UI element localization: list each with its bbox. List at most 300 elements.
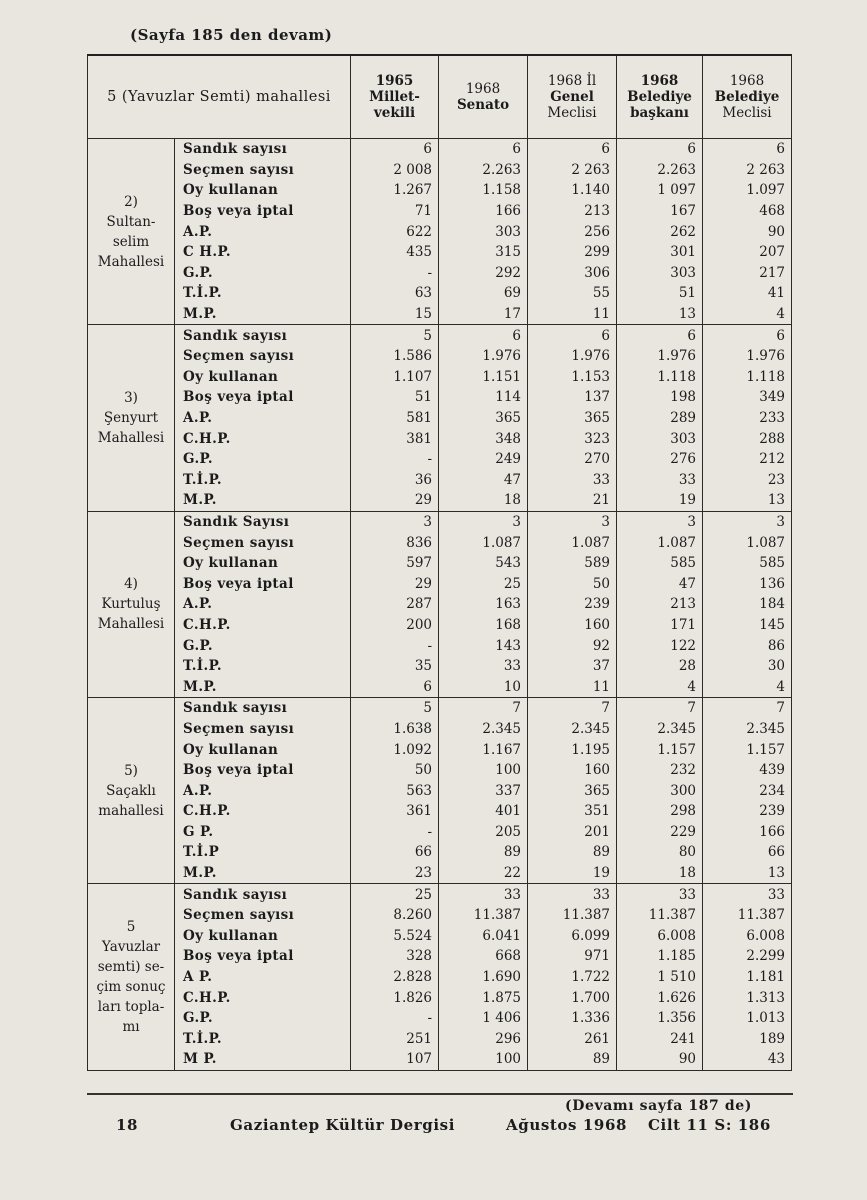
vote-count-cell: 1.087	[528, 532, 617, 553]
vote-count-cell: 6	[351, 676, 439, 697]
vote-count-cell: 114	[439, 387, 528, 408]
vote-count-cell: 435	[351, 242, 439, 263]
table-row	[88, 926, 792, 947]
vote-count-cell: 33	[439, 656, 528, 677]
table-row	[88, 408, 792, 429]
vote-count-cell: 50	[351, 760, 439, 781]
table-row	[88, 698, 792, 719]
table-row	[88, 242, 792, 263]
district-name-line: mahallesi	[98, 802, 164, 819]
vote-count-cell: 51	[617, 283, 703, 304]
journal-title: Gaziantep Kültür Dergisi	[230, 1116, 456, 1134]
row-label: C.H.P.	[175, 987, 351, 1008]
vote-count-cell: 6.008	[703, 926, 792, 947]
vote-count-cell: 668	[439, 946, 528, 967]
table-row	[88, 511, 792, 532]
table-row	[88, 139, 792, 160]
vote-count-cell: 365	[528, 408, 617, 429]
vote-count-cell: 6	[528, 139, 617, 160]
vote-count-cell: 1.185	[617, 946, 703, 967]
column-header-1968-belediye-baskani	[617, 55, 703, 139]
page-continuation-header: (Sayfa 185 den devam)	[130, 26, 333, 44]
vote-count-cell: 71	[351, 201, 439, 222]
district-name-line: çim sonuç	[96, 979, 166, 996]
row-label: Oy kullanan	[175, 367, 351, 388]
vote-count-cell: 1.586	[351, 346, 439, 367]
vote-count-cell: 1.140	[528, 180, 617, 201]
header-line: 1968	[465, 81, 501, 97]
row-label: G P.	[175, 822, 351, 843]
page-number: 18	[116, 1116, 139, 1134]
vote-count-cell: 2 263	[528, 160, 617, 181]
vote-count-cell: 1.976	[439, 346, 528, 367]
vote-count-cell: 5	[351, 325, 439, 346]
vote-count-cell: 2.828	[351, 967, 439, 988]
row-label: C.H.P.	[175, 801, 351, 822]
district-name-line: Kurtuluş	[101, 596, 161, 613]
vote-count-cell: 7	[528, 698, 617, 719]
vote-count-cell: 1.267	[351, 180, 439, 201]
vote-count-cell: 1.722	[528, 967, 617, 988]
row-label: G.P.	[175, 1008, 351, 1029]
vote-count-cell: 37	[528, 656, 617, 677]
vote-count-cell: 287	[351, 594, 439, 615]
vote-count-cell: 51	[351, 387, 439, 408]
row-label: G.P.	[175, 263, 351, 284]
vote-count-cell: 92	[528, 635, 617, 656]
district-name-cell	[88, 139, 175, 325]
vote-count-cell: 160	[528, 615, 617, 636]
table-row	[88, 1029, 792, 1050]
vote-count-cell: 25	[439, 573, 528, 594]
vote-count-cell: 1.118	[703, 367, 792, 388]
vote-count-cell: 213	[528, 201, 617, 222]
vote-count-cell: 89	[528, 1049, 617, 1070]
vote-count-cell: 239	[528, 594, 617, 615]
vote-count-cell: 1.875	[439, 987, 528, 1008]
vote-count-cell: 261	[528, 1029, 617, 1050]
vote-count-cell: 13	[703, 863, 792, 884]
vote-count-cell: 33	[528, 884, 617, 905]
vote-count-cell: 213	[617, 594, 703, 615]
vote-count-cell: 41	[703, 283, 792, 304]
column-header-1968-belediye-meclisi	[703, 55, 792, 139]
vote-count-cell: 361	[351, 801, 439, 822]
table-row	[88, 987, 792, 1008]
vote-count-cell: 11.387	[439, 905, 528, 926]
vote-count-cell: 351	[528, 801, 617, 822]
header-line: 1968 İl	[547, 73, 597, 89]
vote-count-cell: 585	[703, 553, 792, 574]
vote-count-cell: 29	[351, 490, 439, 511]
vote-count-cell: 2.263	[439, 160, 528, 181]
vote-count-cell: 11	[528, 304, 617, 325]
row-label: Seçmen sayısı	[175, 160, 351, 181]
table-row	[88, 346, 792, 367]
district-name-line: 5)	[124, 762, 138, 779]
vote-count-cell: 5.524	[351, 926, 439, 947]
vote-count-cell: 381	[351, 428, 439, 449]
vote-count-cell: 3	[703, 511, 792, 532]
vote-count-cell: 303	[439, 221, 528, 242]
table-row	[88, 842, 792, 863]
vote-count-cell: 306	[528, 263, 617, 284]
vote-count-cell: 288	[703, 428, 792, 449]
vote-count-cell: 6	[617, 325, 703, 346]
vote-count-cell: 163	[439, 594, 528, 615]
vote-count-cell: 107	[351, 1049, 439, 1070]
vote-count-cell: 1.087	[703, 532, 792, 553]
table-row	[88, 656, 792, 677]
row-label: C.H.P.	[175, 615, 351, 636]
vote-count-cell: 33	[528, 470, 617, 491]
vote-count-cell: 18	[617, 863, 703, 884]
row-label: A.P.	[175, 408, 351, 429]
table-row	[88, 822, 792, 843]
vote-count-cell: 6	[439, 139, 528, 160]
vote-count-cell: 80	[617, 842, 703, 863]
vote-count-cell: 1.013	[703, 1008, 792, 1029]
row-label: T.İ.P.	[175, 656, 351, 677]
vote-count-cell: 597	[351, 553, 439, 574]
vote-count-cell: 1.690	[439, 967, 528, 988]
vote-count-cell: 33	[703, 884, 792, 905]
vote-count-cell: 1.313	[703, 987, 792, 1008]
vote-count-cell: 6	[351, 139, 439, 160]
vote-count-cell: 296	[439, 1029, 528, 1050]
vote-count-cell: 1.157	[703, 739, 792, 760]
row-label: M.P.	[175, 863, 351, 884]
continuation-note: (Devamı sayfa 187 de)	[565, 1098, 752, 1114]
row-label: M.P.	[175, 490, 351, 511]
row-label: A P.	[175, 967, 351, 988]
row-label: G.P.	[175, 635, 351, 656]
district-name-line: Mahallesi	[97, 253, 165, 270]
vote-count-cell: 136	[703, 573, 792, 594]
row-label: A.P.	[175, 780, 351, 801]
vote-count-cell: 289	[617, 408, 703, 429]
table-row	[88, 470, 792, 491]
row-label: M P.	[175, 1049, 351, 1070]
table-row	[88, 863, 792, 884]
table-row	[88, 884, 792, 905]
vote-count-cell: 1.158	[439, 180, 528, 201]
column-header-1968-il-genel-meclisi	[528, 55, 617, 139]
table-row	[88, 967, 792, 988]
row-label: Seçmen sayısı	[175, 719, 351, 740]
header-line: Meclisi	[722, 105, 772, 121]
row-label: Sandık sayısı	[175, 698, 351, 719]
row-label: T.İ.P.	[175, 1029, 351, 1050]
table-row	[88, 801, 792, 822]
district-name-line: Mahallesi	[97, 430, 165, 447]
vote-count-cell: 1.107	[351, 367, 439, 388]
vote-count-cell: 2 008	[351, 160, 439, 181]
vote-count-cell: 11.387	[528, 905, 617, 926]
row-label: C.H.P.	[175, 428, 351, 449]
vote-count-cell: 28	[617, 656, 703, 677]
vote-count-cell: 337	[439, 780, 528, 801]
table-row	[88, 304, 792, 325]
vote-count-cell: 836	[351, 532, 439, 553]
row-label: Oy kullanan	[175, 180, 351, 201]
vote-count-cell: 166	[439, 201, 528, 222]
vote-count-cell: 1.157	[617, 739, 703, 760]
vote-count-cell: 66	[351, 842, 439, 863]
table-row	[88, 449, 792, 470]
vote-count-cell: 207	[703, 242, 792, 263]
vote-count-cell: 90	[703, 221, 792, 242]
district-name-line: mı	[122, 1019, 140, 1036]
vote-count-cell: -	[351, 1008, 439, 1029]
vote-count-cell: 7	[439, 698, 528, 719]
row-label: Seçmen sayısı	[175, 905, 351, 926]
table-row	[88, 760, 792, 781]
vote-count-cell: 1.826	[351, 987, 439, 1008]
vote-count-cell: 1.976	[528, 346, 617, 367]
vote-count-cell: 6.008	[617, 926, 703, 947]
row-label: Sandık sayısı	[175, 325, 351, 346]
vote-count-cell: 22	[439, 863, 528, 884]
vote-count-cell: -	[351, 635, 439, 656]
vote-count-cell: 2.299	[703, 946, 792, 967]
vote-count-cell: 1.092	[351, 739, 439, 760]
vote-count-cell: 251	[351, 1029, 439, 1050]
vote-count-cell: -	[351, 263, 439, 284]
vote-count-cell: 160	[528, 760, 617, 781]
vote-count-cell: 10	[439, 676, 528, 697]
vote-count-cell: 315	[439, 242, 528, 263]
vote-count-cell: 323	[528, 428, 617, 449]
vote-count-cell: 233	[703, 408, 792, 429]
district-name-cell	[88, 511, 175, 697]
vote-count-cell: 17	[439, 304, 528, 325]
vote-count-cell: 100	[439, 760, 528, 781]
vote-count-cell: 1.700	[528, 987, 617, 1008]
vote-count-cell: 184	[703, 594, 792, 615]
vote-count-cell: 13	[703, 490, 792, 511]
vote-count-cell: 7	[703, 698, 792, 719]
vote-count-cell: 2 263	[703, 160, 792, 181]
table-row	[88, 594, 792, 615]
results-body	[88, 139, 792, 1071]
vote-count-cell: 328	[351, 946, 439, 967]
vote-count-cell: 200	[351, 615, 439, 636]
table-row	[88, 1008, 792, 1029]
vote-count-cell: 90	[617, 1049, 703, 1070]
vote-count-cell: 201	[528, 822, 617, 843]
vote-count-cell: 2.345	[617, 719, 703, 740]
vote-count-cell: 1.151	[439, 367, 528, 388]
header-line: Senato	[456, 97, 510, 113]
vote-count-cell: 7	[617, 698, 703, 719]
vote-count-cell: 1 406	[439, 1008, 528, 1029]
vote-count-cell: 35	[351, 656, 439, 677]
vote-count-cell: 563	[351, 780, 439, 801]
vote-count-cell: 4	[703, 676, 792, 697]
vote-count-cell: 122	[617, 635, 703, 656]
column-header-1965-milletvekili	[351, 55, 439, 139]
table-row	[88, 946, 792, 967]
district-name-line: Yavuzlar	[101, 939, 161, 956]
vote-count-cell: -	[351, 449, 439, 470]
vote-count-cell: 168	[439, 615, 528, 636]
vote-count-cell: 229	[617, 822, 703, 843]
vote-count-cell: 18	[439, 490, 528, 511]
vote-count-cell: 50	[528, 573, 617, 594]
district-column-header	[88, 55, 351, 139]
vote-count-cell: 69	[439, 283, 528, 304]
table-row	[88, 676, 792, 697]
district-name-line: 4)	[124, 576, 138, 593]
table-row	[88, 160, 792, 181]
vote-count-cell: 66	[703, 842, 792, 863]
volume-issue: Cilt 11 S: 186	[648, 1116, 771, 1134]
vote-count-cell: 1.097	[703, 180, 792, 201]
vote-count-cell: 33	[617, 884, 703, 905]
row-label: Boş veya iptal	[175, 387, 351, 408]
table-row	[88, 387, 792, 408]
header-line: Belediye	[627, 89, 692, 105]
row-label: Oy kullanan	[175, 553, 351, 574]
vote-count-cell: 43	[703, 1049, 792, 1070]
row-label: Boş veya iptal	[175, 946, 351, 967]
vote-count-cell: 1.153	[528, 367, 617, 388]
table-header-row	[88, 55, 792, 139]
header-line: 1968	[729, 73, 765, 89]
header-line: Millet-	[369, 89, 420, 105]
table-row	[88, 719, 792, 740]
district-name-line: Sultan-	[106, 213, 156, 230]
vote-count-cell: 1.087	[617, 532, 703, 553]
header-line: başkanı	[630, 105, 689, 121]
vote-count-cell: 19	[617, 490, 703, 511]
vote-count-cell: 300	[617, 780, 703, 801]
table-row	[88, 263, 792, 284]
vote-count-cell: 6	[528, 325, 617, 346]
vote-count-cell: 1.195	[528, 739, 617, 760]
district-name-line: semti) se-	[97, 959, 165, 976]
table-row	[88, 180, 792, 201]
vote-count-cell: 55	[528, 283, 617, 304]
vote-count-cell: 1 097	[617, 180, 703, 201]
vote-count-cell: 33	[439, 884, 528, 905]
vote-count-cell: 15	[351, 304, 439, 325]
vote-count-cell: 171	[617, 615, 703, 636]
vote-count-cell: 348	[439, 428, 528, 449]
vote-count-cell: 4	[617, 676, 703, 697]
row-label: Oy kullanan	[175, 739, 351, 760]
vote-count-cell: 4	[703, 304, 792, 325]
issue-date: Ağustos 1968	[506, 1116, 628, 1134]
vote-count-cell: 298	[617, 801, 703, 822]
row-label: Sandık sayısı	[175, 884, 351, 905]
vote-count-cell: 303	[617, 263, 703, 284]
vote-count-cell: 189	[703, 1029, 792, 1050]
vote-count-cell: 23	[703, 470, 792, 491]
vote-count-cell: 6	[703, 139, 792, 160]
row-label: G.P.	[175, 449, 351, 470]
table-row	[88, 553, 792, 574]
vote-count-cell: 6	[617, 139, 703, 160]
district-name-line: selim	[112, 233, 150, 250]
vote-count-cell: 13	[617, 304, 703, 325]
table-row	[88, 615, 792, 636]
vote-count-cell: 11	[528, 676, 617, 697]
table-row	[88, 325, 792, 346]
vote-count-cell: 23	[351, 863, 439, 884]
row-label: Sandık Sayısı	[175, 511, 351, 532]
table-row	[88, 428, 792, 449]
table-row	[88, 905, 792, 926]
vote-count-cell: 241	[617, 1029, 703, 1050]
table-row	[88, 573, 792, 594]
vote-count-cell: 401	[439, 801, 528, 822]
row-label: M.P.	[175, 676, 351, 697]
vote-count-cell: 29	[351, 573, 439, 594]
table-row	[88, 780, 792, 801]
vote-count-cell: 19	[528, 863, 617, 884]
vote-count-cell: 622	[351, 221, 439, 242]
vote-count-cell: 1.356	[617, 1008, 703, 1029]
vote-count-cell: 3	[351, 511, 439, 532]
row-label: A.P.	[175, 221, 351, 242]
bottom-rule	[87, 1093, 793, 1095]
row-label: C H.P.	[175, 242, 351, 263]
vote-count-cell: 2.345	[528, 719, 617, 740]
district-name-line: Mahallesi	[97, 616, 165, 633]
vote-count-cell: 143	[439, 635, 528, 656]
row-label: M.P.	[175, 304, 351, 325]
vote-count-cell: 145	[703, 615, 792, 636]
vote-count-cell: 270	[528, 449, 617, 470]
vote-count-cell: 1.336	[528, 1008, 617, 1029]
vote-count-cell: 217	[703, 263, 792, 284]
vote-count-cell: 89	[439, 842, 528, 863]
vote-count-cell: 971	[528, 946, 617, 967]
vote-count-cell: 6	[439, 325, 528, 346]
vote-count-cell: 47	[617, 573, 703, 594]
vote-count-cell: -	[351, 822, 439, 843]
row-label: T.İ.P.	[175, 283, 351, 304]
vote-count-cell: 256	[528, 221, 617, 242]
vote-count-cell: 234	[703, 780, 792, 801]
vote-count-cell: 86	[703, 635, 792, 656]
table-row	[88, 367, 792, 388]
vote-count-cell: 299	[528, 242, 617, 263]
vote-count-cell: 3	[617, 511, 703, 532]
vote-count-cell: 1.976	[617, 346, 703, 367]
vote-count-cell: 1.181	[703, 967, 792, 988]
header-line: Meclisi	[547, 105, 597, 121]
vote-count-cell: 137	[528, 387, 617, 408]
vote-count-cell: 1.167	[439, 739, 528, 760]
row-label: Boş veya iptal	[175, 201, 351, 222]
vote-count-cell: 11.387	[617, 905, 703, 926]
election-results-table	[87, 54, 792, 1071]
vote-count-cell: 543	[439, 553, 528, 574]
vote-count-cell: 6.099	[528, 926, 617, 947]
vote-count-cell: 6.041	[439, 926, 528, 947]
table-row	[88, 532, 792, 553]
table-row	[88, 221, 792, 242]
district-name-line: 3)	[124, 390, 138, 407]
vote-count-cell: 581	[351, 408, 439, 429]
table-row	[88, 739, 792, 760]
row-label: Boş veya iptal	[175, 573, 351, 594]
table-row	[88, 635, 792, 656]
vote-count-cell: 8.260	[351, 905, 439, 926]
